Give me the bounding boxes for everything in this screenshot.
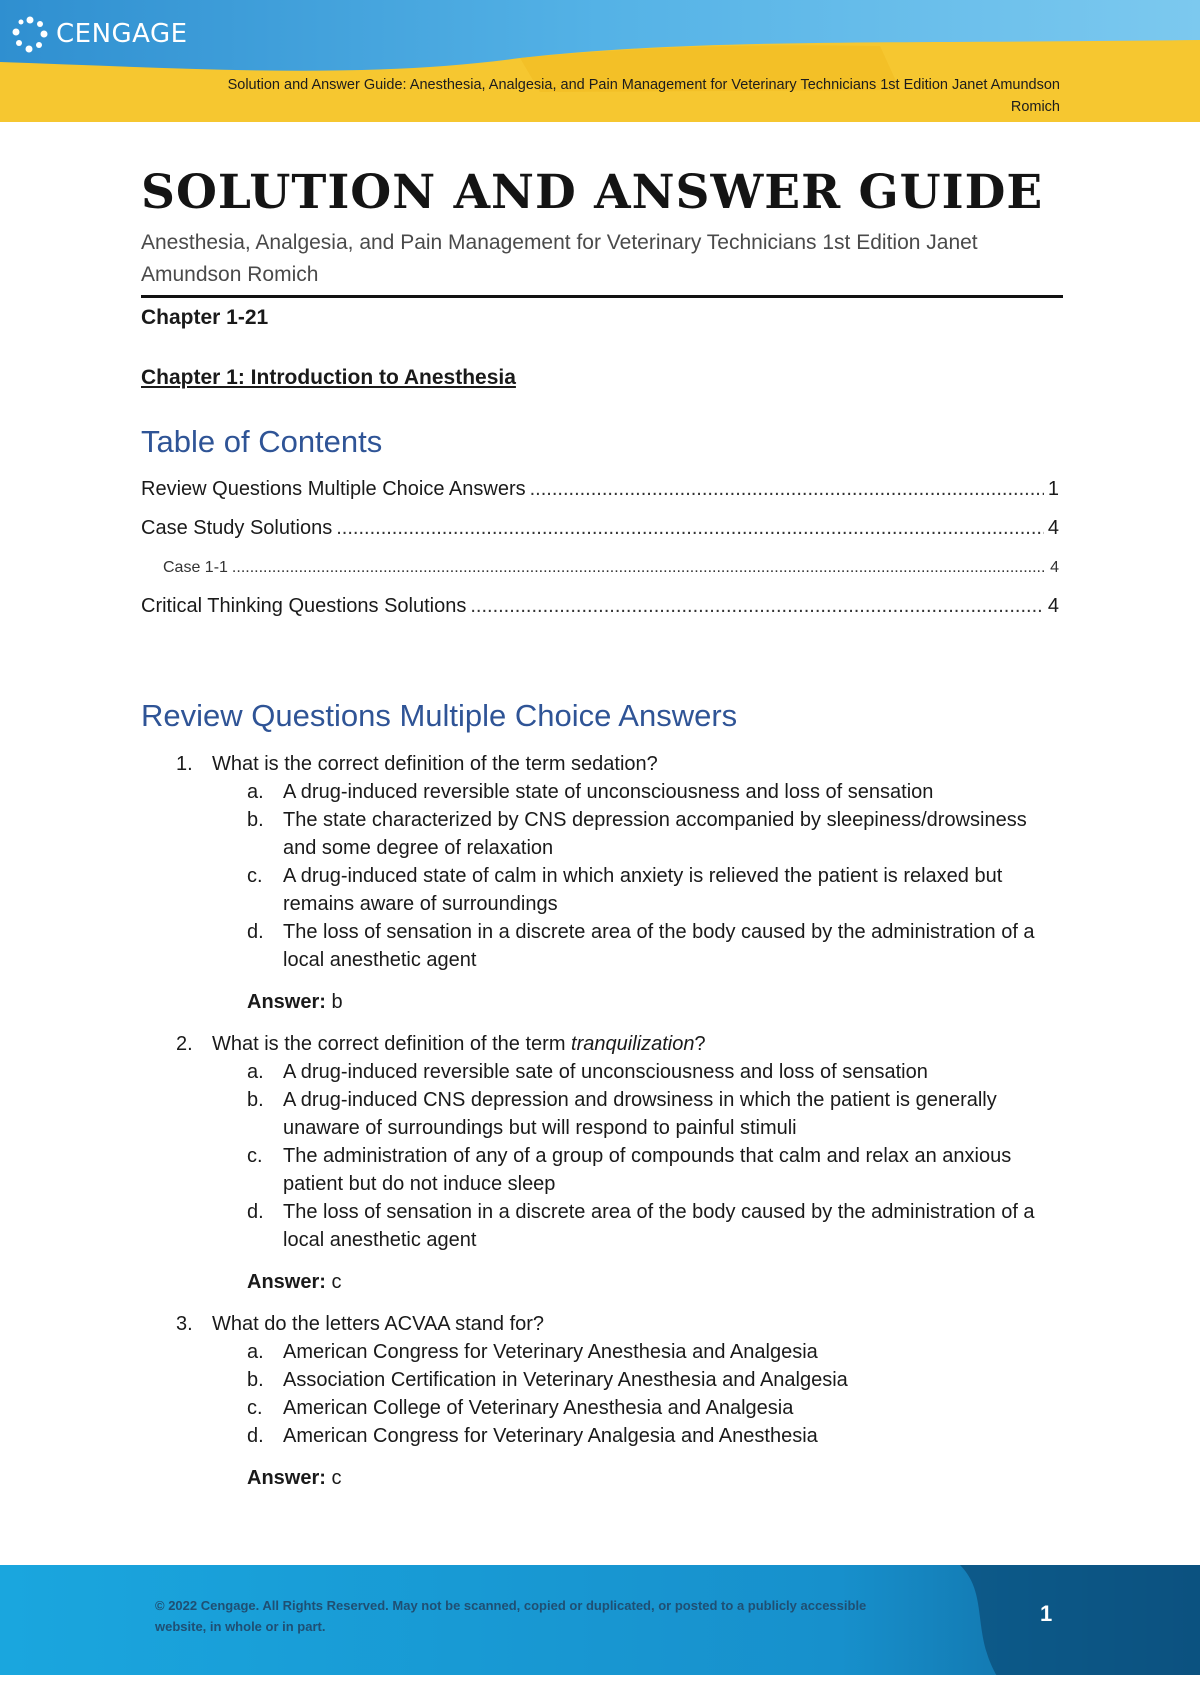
copyright-notice: © 2022 Cengage. All Rights Reserved. May not be scanned, copied or duplicated, or posted to a publicly accessible website, in whole or in part. [155, 1598, 867, 1634]
toc-entry-label[interactable]: Review Questions Multiple Choice Answers [141, 478, 526, 500]
question-text-part: ? [694, 1033, 706, 1055]
toc-entry[interactable] [141, 509, 1059, 548]
choice-item [212, 1198, 1061, 1254]
header-caption [160, 74, 1060, 118]
review-heading: Review Questions Multiple Choice Answers [141, 698, 738, 733]
choice-text: A drug-induced reversible state of unconsciousness and loss of sensation [283, 781, 934, 803]
title-divider [141, 295, 1063, 298]
answer-line [247, 1268, 1061, 1296]
toc-entry[interactable] [141, 470, 1059, 509]
choice-text: A drug-induced reversible sate of unconsciousness and loss of sensation [283, 1061, 928, 1083]
toc-leader-dots [470, 587, 1044, 626]
question-number: 2. [176, 1033, 193, 1055]
choice-list [212, 778, 1061, 974]
question-text: What is the correct definition of the term sedation? [212, 753, 658, 775]
question-number: 1. [176, 753, 193, 775]
answer-value: c [331, 1467, 342, 1489]
choice-letter: c. [247, 865, 263, 887]
choice-letter: d. [247, 1201, 264, 1223]
choice-list [212, 1058, 1061, 1254]
choice-item [212, 1086, 1061, 1142]
document-title: SOLUTION AND ANSWER GUIDE [141, 165, 1044, 220]
toc-heading: Table of Contents [141, 424, 383, 459]
question-item [141, 1030, 1061, 1296]
logo-text: CENGAGE [56, 19, 188, 49]
answer-line [247, 988, 1061, 1016]
choice-letter: a. [247, 781, 264, 803]
cengage-logo [12, 14, 188, 54]
document-body [141, 165, 1061, 1506]
choice-letter: b. [247, 1089, 264, 1111]
choice-letter: a. [247, 1061, 264, 1083]
choice-letter: b. [247, 1369, 264, 1391]
question-term: tranquilization [571, 1033, 695, 1055]
chapter-title: Chapter 1: Introduction to Anesthesia [141, 366, 516, 389]
header-caption-line: Solution and Answer Guide: Anesthesia, Analgesia, and Pain Management for Veterinary Technicians 1st Edition Janet Amundson [227, 77, 1060, 93]
toc-leader-dots [232, 548, 1046, 587]
toc-entry-page: 1 [1047, 478, 1059, 500]
choice-item [212, 1422, 1061, 1450]
choice-item [212, 1366, 1061, 1394]
answer-value: c [331, 1271, 342, 1293]
question-text-part: What is the correct definition of the term [212, 1033, 572, 1055]
choice-item [212, 1142, 1061, 1198]
toc-leader-dots [336, 509, 1044, 548]
answer-line [247, 1464, 1061, 1492]
choice-text: The administration of any of a group of compounds that calm and relax an anxious patient but do not induce sleep [283, 1145, 1012, 1195]
choice-item [212, 778, 1061, 806]
question-text: What do the letters ACVAA stand for? [212, 1313, 545, 1335]
answer-value: b [331, 991, 343, 1013]
header-caption-line: Romich [1010, 99, 1060, 115]
choice-item [212, 1058, 1061, 1086]
chapter-range: Chapter 1-21 [141, 306, 269, 329]
choice-item [212, 1338, 1061, 1366]
toc-subentry[interactable] [141, 548, 1059, 587]
choice-text: A drug-induced CNS depression and drowsiness in which the patient is generally unaware of surroundings but will respond to painful stimuli [283, 1089, 997, 1139]
choice-letter: c. [247, 1145, 263, 1167]
choice-text: Association Certification in Veterinary Anesthesia and Analgesia [283, 1369, 848, 1391]
choice-list [212, 1338, 1061, 1450]
document-subtitle: Anesthesia, Analgesia, and Pain Management for Veterinary Technicians 1st Edition Janet Amundson Romich [141, 231, 978, 286]
table-of-contents [141, 470, 1061, 626]
answer-label: Answer: [247, 1271, 326, 1293]
choice-text: A drug-induced state of calm in which anxiety is relieved the patient is relaxed but remains aware of surroundings [283, 865, 1003, 915]
choice-text: The loss of sensation in a discrete area of the body caused by the administration of a local anesthetic agent [283, 921, 1035, 971]
question-item [141, 1310, 1061, 1492]
choice-item [212, 1394, 1061, 1422]
toc-entry-label[interactable]: Critical Thinking Questions Solutions [141, 595, 467, 617]
toc-entry-page: 4 [1047, 595, 1059, 617]
page-header [0, 0, 1200, 130]
answer-label: Answer: [247, 991, 326, 1013]
choice-text: American Congress for Veterinary Anesthesia and Analgesia [283, 1341, 818, 1363]
choice-letter: c. [247, 1397, 263, 1419]
cengage-logo-icon [12, 14, 48, 54]
choice-item [212, 806, 1061, 862]
toc-entry-page: 4 [1047, 517, 1059, 539]
page-number: 1 [1040, 1601, 1053, 1626]
question-item [141, 750, 1061, 1016]
answer-label: Answer: [247, 1467, 326, 1489]
choice-text: American Congress for Veterinary Analgesia and Anesthesia [283, 1425, 818, 1447]
toc-entry[interactable] [141, 587, 1059, 626]
choice-letter: a. [247, 1341, 264, 1363]
page-footer [0, 1565, 1200, 1681]
question-list [141, 750, 1061, 1492]
toc-entry-page: 4 [1050, 559, 1059, 576]
choice-letter: b. [247, 809, 264, 831]
question-text [212, 1030, 1061, 1058]
question-number: 3. [176, 1313, 193, 1335]
choice-text: The state characterized by CNS depression accompanied by sleepiness/drowsiness and some degree of relaxation [283, 809, 1027, 859]
toc-entry-label[interactable]: Case 1-1 [163, 559, 228, 576]
choice-letter: d. [247, 1425, 264, 1447]
choice-text: American College of Veterinary Anesthesia and Analgesia [283, 1397, 794, 1419]
choice-item [212, 918, 1061, 974]
toc-entry-label[interactable]: Case Study Solutions [141, 517, 333, 539]
choice-item [212, 862, 1061, 918]
toc-leader-dots [530, 470, 1044, 509]
choice-text: The loss of sensation in a discrete area of the body caused by the administration of a local anesthetic agent [283, 1201, 1035, 1251]
choice-letter: d. [247, 921, 264, 943]
